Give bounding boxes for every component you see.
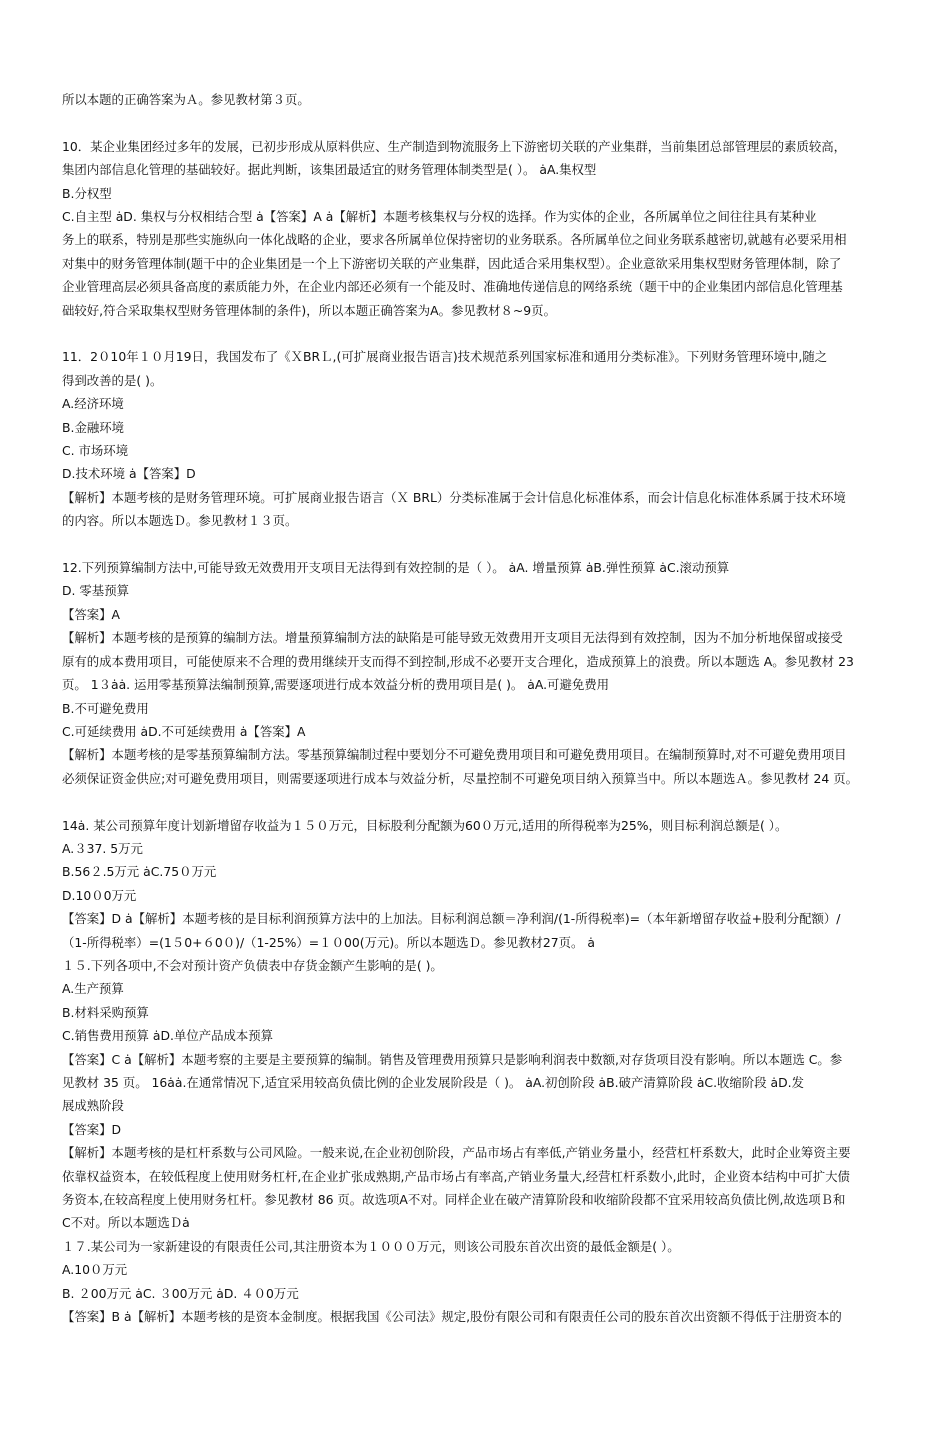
paragraph-gap (62, 111, 940, 134)
text-line: 务上的联系，特别是那些实施纵向一体化战略的企业，要求各所属单位保持密切的业务联系。各所属单位之间业务联系越密切,就越有必要采用相 (62, 232, 847, 248)
paragraph-gap (62, 322, 940, 345)
document-body (62, 88, 940, 1328)
text-line: C. 市场环境 (62, 443, 129, 459)
text-line: A.经济环境 (62, 396, 124, 412)
text-line: １５.下列各项中,不会对预计资产负债表中存货金额产生影响的是( )。 (62, 957, 443, 973)
text-line: 企业管理高层必须具备高度的素质能力外，在企业内部还必须有一个能及时、准确地传递信息的网络系统（题干中的企业集团内部信息化管理基 (62, 279, 843, 295)
text-line: D.10０0万元 (62, 887, 137, 903)
text-line: B.材料采购预算 (62, 1004, 149, 1020)
text-line: A.３37. 5万元 (62, 840, 143, 856)
text-line: 的内容。所以本题选Ｄ。参见教材１３页。 (62, 513, 298, 529)
text-line: B.分权型 (62, 185, 112, 201)
text-line: 依靠权益资本，在较低程度上使用财务杠杆,在企业扩张成熟期,产品市场占有率高,产销业务量大,经营杠杆系数小,此时，企业资本结构中可扩大债 (62, 1168, 850, 1184)
text-line: 展成熟阶段 (62, 1098, 124, 1114)
text-line: 【答案】A (62, 606, 121, 622)
text-line: B.不可避免费用 (62, 700, 149, 716)
text-line: 【解析】本题考核的是零基预算编制方法。零基预算编制过程中要划分不可避免费用项目和可避免费用项目。在编制预算时,对不可避免费用项目 (62, 747, 847, 763)
text-line: 【答案】B ȧ【解析】本题考核的是资本金制度。根据我国《公司法》规定,股份有限公司和有限责任公司的股东首次出资额不得低于注册资本的 (62, 1309, 842, 1325)
text-line: 得到改善的是( )。 (62, 372, 163, 388)
text-line: B. ２00万元 ȧC. ３00万元 ȧD. ４０0万元 (62, 1285, 299, 1301)
text-line: 页。 1３ȧȧ. 运用零基预算法编制预算,需要逐项进行成本效益分析的费用项目是( )。 ȧA.可避免费用 (62, 677, 610, 693)
text-line: A.生产预算 (62, 981, 124, 997)
text-line: 【解析】本题考核的是杠杆系数与公司风险。一般来说,在企业初创阶段，产品市场占有率低,产销业务量小，经营杠杆系数大，此时企业筹资主要 (62, 1145, 851, 1161)
paragraph-gap (62, 790, 940, 813)
text-line: 12.下列预算编制方法中,可能导致无效费用开支项目无法得到有效控制的是（ ）。 ȧA. 增量预算 ȧB.弹性预算 ȧC.滚动预算 (62, 560, 730, 576)
text-line: 【解析】本题考核的是财务管理环境。可扩展商业报告语言（Ｘ BRL）分类标准属于会计信息化标准体系，而会计信息化标准体系属于技术环境 (62, 489, 846, 505)
text-line: 【答案】C ȧ【解析】本题考察的主要是主要预算的编制。销售及管理费用预算只是影响利润表中数额,对存货项目没有影响。所以本题选 C。参 (62, 1051, 843, 1067)
text-line: 必须保证资金供应;对可避免费用项目，则需要逐项进行成本与效益分析，尽量控制不可避免项目纳入预算当中。所以本题选Ａ。参见教材 24 页。 (62, 770, 859, 786)
text-line: 10．某企业集团经过多年的发展，已初步形成从原料供应、生产制造到物流服务上下游密切关联的产业集群，当前集团总部管理层的素质较高， (62, 138, 846, 154)
text-line: 原有的成本费用项目，可能使原来不合理的费用继续开支而得不到控制,形成不必要开支合理化，造成预算上的浪费。所以本题选 A。参见教材 23 (62, 653, 854, 669)
text-line: 【解析】本题考核的是预算的编制方法。增量预算编制方法的缺陷是可能导致无效费用开支项目无法得到有效控制，因为不加分析地保留或接受 (62, 630, 843, 646)
text-line: 务资本,在较高程度上使用财务杠杆。参见教材 86 页。故选项A不对。同样企业在破产清算阶段和收缩阶段都不宜采用较高负债比例,故选项Ｂ和 (62, 1192, 846, 1208)
text-line: A.10０万元 (62, 1262, 128, 1278)
text-line: D.技术环境 ȧ【答案】D (62, 466, 196, 482)
text-line: B.56２.5万元 ȧC.75０万元 (62, 864, 217, 880)
text-line: C不对。所以本题选Ｄȧ (62, 1215, 190, 1231)
text-line: １７.某公司为一家新建设的有限责任公司,其注册资本为１０００万元，则该公司股东首次出资的最低金额是( ）。 (62, 1238, 680, 1254)
text-line: 础较好,符合采取集权型财务管理体制的条件)，所以本题正确答案为A。参见教材８~9页。 (62, 302, 556, 318)
text-line: D. 零基预算 (62, 583, 129, 599)
text-line: B.金融环境 (62, 419, 125, 435)
text-line: C.自主型 ȧD. 集权与分权相结合型 ȧ【答案】A ȧ【解析】本题考核集权与分权的选择。作为实体的企业，各所属单位之间往往具有某种业 (62, 209, 817, 225)
text-line: 14ȧ. 某公司预算年度计划新增留存收益为１５０万元，目标股利分配额为60０万元,适用的所得税率为25%，则目标利润总额是( ）。 (62, 817, 788, 833)
text-line: 对集中的财务管理体制(题干中的企业集团是一个上下游密切关联的产业集群，因此适合采用集权型）。企业意欲采用集权型财务管理体制，除了 (62, 255, 842, 271)
text-line: 【答案】D (62, 1121, 122, 1137)
text-line: （1-所得税率）=(1５0+６0０)/（1-25%）=１０00(万元)。所以本题选Ｄ。参见教材27页。 ȧ (62, 934, 595, 950)
text-line: 见教材 35 页。 16ȧȧ.在通常情况下,适宜采用较高负债比例的企业发展阶段是（ )。 ȧA.初创阶段 ȧB.破产清算阶段 ȧC.收缩阶段 ȧD.发 (62, 1075, 804, 1090)
text-line: 集团内部信息化管理的基础较好。据此判断，该集团最适宜的财务管理体制类型是( ）。 ȧA.集权型 (62, 162, 597, 178)
text-line: C.可延续费用 ȧD.不可延续费用 ȧ【答案】A (62, 723, 306, 739)
text-line: 所以本题的正确答案为Ａ。参见教材第３页。 (62, 92, 310, 107)
text-line: C.销售费用预算 ȧD.单位产品成本预算 (62, 1028, 274, 1044)
text-line: 11．2０10年１０月19日，我国发布了《ＸBRＬ,(可扩展商业报告语言)技术规范系列国家标准和通用分类标准》。下列财务管理环境中,随之 (62, 349, 828, 365)
paragraph-gap (62, 533, 940, 556)
text-line: 【答案】D ȧ【解析】本题考核的是目标利润预算方法中的上加法。目标利润总额＝净利润/(1-所得税率)=（本年新增留存收益+股利分配额）/ (62, 911, 841, 927)
